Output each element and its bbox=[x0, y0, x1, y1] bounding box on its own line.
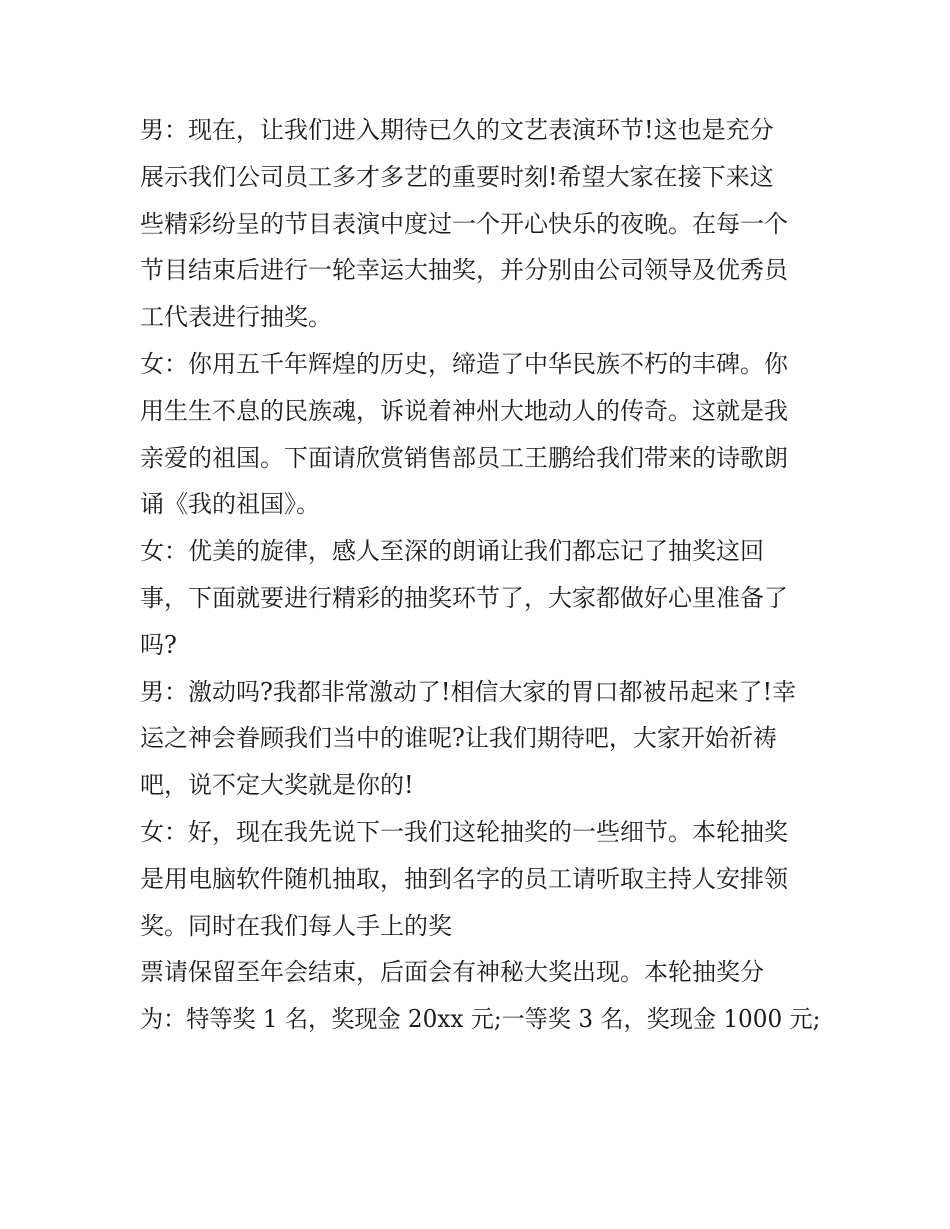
text-line-14: 运之神会眷顾我们当中的谁呢?让我们期待吧，大家开始祈祷 bbox=[140, 724, 777, 753]
text-line-5: 工代表进行抽奖。 bbox=[140, 303, 332, 332]
text-line-10: 女：优美的旋律，感人至深的朗诵让我们都忘记了抽奖这回 bbox=[140, 537, 764, 566]
text-line-13: 男：激动吗?我都非常激动了!相信大家的胃口都被吊起来了!幸 bbox=[140, 677, 797, 706]
document-body bbox=[140, 107, 820, 1043]
text-line-11: 事，下面就要进行精彩的抽奖环节了，大家都做好心里准备了 bbox=[140, 583, 788, 612]
text-line-15: 吧，说不定大奖就是你的! bbox=[140, 771, 414, 800]
text-line-1: 男：现在，让我们进入期待已久的文艺表演环节!这也是充分 bbox=[140, 116, 774, 144]
text-line-20: 为：特等奖 1 名，奖现金 20xx 元;一等奖 3 名，奖现金 1000 元; bbox=[140, 1005, 821, 1034]
text-line-17: 是用电脑软件随机抽取，抽到名字的员工请听取主持人安排领 bbox=[140, 864, 788, 893]
text-line-18: 奖。同时在我们每人手上的奖 bbox=[140, 911, 452, 940]
text-line-16: 女：好，现在我先说下一我们这轮抽奖的一些细节。本轮抽奖 bbox=[140, 817, 788, 846]
text-line-8: 亲爱的祖国。下面请欣赏销售部员工王鹏给我们带来的诗歌朗 bbox=[140, 443, 788, 472]
text-line-19: 票请保留至年会结束，后面会有神秘大奖出现。本轮抽奖分 bbox=[140, 958, 764, 987]
text-line-9: 诵《我的祖国》。 bbox=[140, 490, 320, 519]
text-line-4: 节目结束后进行一轮幸运大抽奖，并分别由公司领导及优秀员 bbox=[140, 256, 788, 285]
text-line-3: 些精彩纷呈的节目表演中度过一个开心快乐的夜晚。在每一个 bbox=[140, 209, 788, 238]
text-line-12: 吗? bbox=[140, 630, 177, 659]
text-line-2: 展示我们公司员工多才多艺的重要时刻!希望大家在接下来这 bbox=[140, 162, 774, 191]
text-line-7: 用生生不息的民族魂，诉说着神州大地动人的传奇。这就是我 bbox=[140, 396, 788, 425]
text-line-6: 女：你用五千年辉煌的历史，缔造了中华民族不朽的丰碑。你 bbox=[140, 349, 788, 378]
